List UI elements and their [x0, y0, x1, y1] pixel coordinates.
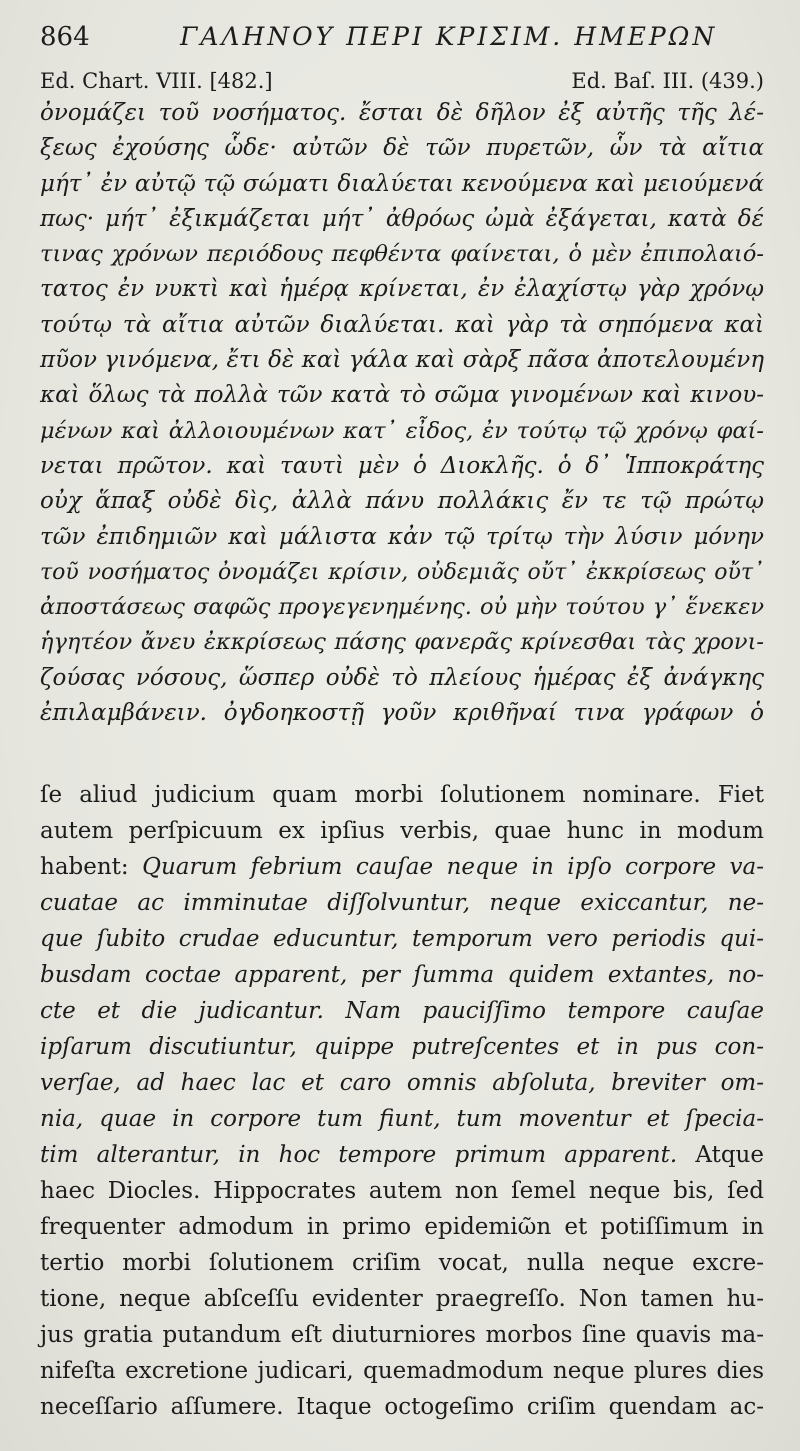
latin-roman-segment: frequenter admodum in primo epidemiῶn et potiſſimum in [40, 1214, 764, 1241]
greek-text-line: ἡγητέον ἄνευ ἐκκρίσεως πάσης φανερᾶς κρίνεσθαι τὰς χρονι- [40, 629, 764, 656]
greek-text-line: ξεως ἐχούσης ὧδε· αὐτῶν δὲ τῶν πυρετῶν, ὧν τὰ αἴτια [40, 135, 764, 162]
page-number: 864 [40, 22, 90, 52]
latin-text-line [40, 1353, 764, 1389]
latin-text-line [40, 921, 764, 957]
greek-text-line: ζούσας νόσους, ὥσπερ οὐδὲ τὸ πλείους ἡμέρας ἐξ ἀνάγκης [40, 664, 764, 691]
edition-reference-line [40, 66, 764, 96]
latin-roman-segment: Atque [695, 1142, 764, 1169]
latin-text-line [40, 1101, 764, 1137]
latin-roman-segment: tertio morbi ſolutionem criſim vocat, nulla neque excre- [40, 1250, 764, 1277]
greek-text-line: νεται πρῶτον. καὶ ταυτὶ μὲν ὁ Διοκλῆς. ὁ δ᾽ Ἱπποκράτης [40, 452, 764, 479]
latin-text-line [40, 957, 764, 993]
latin-roman-segment: nifeſta excretione judicari, quemadmodum neque plures dies [40, 1358, 764, 1385]
greek-text-line: ἀποστάσεως σαφῶς προγεγενημένης. οὐ μὴν τούτου γ᾽ ἕνεκεν [40, 594, 764, 621]
latin-text-line [40, 813, 764, 849]
running-title: ΓΑΛΗΝΟΥ ΠΕΡΙ ΚΡΙΣΙΜ. ΗΜΕΡΩΝ [180, 22, 718, 51]
greek-text-line: μήτ᾽ ἐν αὐτῷ τῷ σώματι διαλύεται κενούμενα καὶ μειούμενά [40, 170, 764, 197]
greek-text-line: τῶν ἐπιδημιῶν καὶ μάλιστα κἀν τῷ τρίτῳ τὴν λύσιν μόνην [40, 523, 764, 550]
latin-text-line [40, 1245, 764, 1281]
latin-text-line [40, 1137, 764, 1173]
page-header [40, 22, 764, 66]
latin-italic-segment: cte et die judicantur. Nam pauciſſimo tempore cauſae [40, 998, 764, 1025]
latin-italic-segment: nia, quae in corpore tum fiunt, tum moventur et ſpecia- [40, 1106, 764, 1133]
latin-text-line [40, 1029, 764, 1065]
latin-text-line [40, 1389, 764, 1425]
greek-text-line: τοῦ νοσήματος ὀνομάζει κρίσιν, οὐδεμιᾶς οὔτ᾽ ἐκκρίσεως οὔτ᾽ [40, 559, 764, 585]
latin-italic-segment: busdam coctae apparent, per ſumma quidem extantes, no- [40, 962, 764, 989]
greek-text-line: οὐχ ἅπαξ οὐδὲ δὶς, ἀλλὰ πάνυ πολλάκις ἔν τε τῷ πρώτῳ [40, 488, 764, 515]
greek-text-line: τατος ἐν νυκτὶ καὶ ἡμέρᾳ κρίνεται, ἐν ἐλαχίστῳ γὰρ χρόνῳ [40, 276, 764, 303]
latin-italic-segment: Quarum febrium cauſae neque in ipſo corpore va- [142, 854, 765, 881]
latin-roman-segment: habent: [40, 854, 143, 881]
greek-text-line: τούτῳ τὰ αἴτια αὐτῶν διαλύεται. καὶ γὰρ τὰ σηπόμενα καὶ [40, 311, 764, 338]
greek-text-line: καὶ ὅλως τὰ πολλὰ τῶν κατὰ τὸ σῶμα γινομένων καὶ κινου- [40, 382, 764, 409]
greek-text-line: πως· μήτ᾽ ἐξικμάζεται μήτ᾽ ἀθρόως ὠμὰ ἐξάγεται, κατὰ δέ [40, 205, 764, 232]
latin-text-line [40, 849, 764, 885]
latin-roman-segment: jus gratia putandum eſt diuturniores morbos ſine quavis ma- [40, 1322, 764, 1349]
latin-text-line [40, 1317, 764, 1353]
edition-chartier: Ed. Chart. VIII. [482.] [40, 69, 273, 93]
latin-roman-segment: haec Diocles. Hippocrates autem non ſemel neque bis, ſed [40, 1178, 764, 1205]
latin-text-block [40, 777, 764, 1425]
latin-text-line [40, 1065, 764, 1101]
latin-roman-segment: tione, neque abſceſſu evidenter praegreſſo. Non tamen hu- [40, 1286, 764, 1313]
greek-text-block [40, 96, 764, 731]
latin-roman-segment: autem perſpicuum ex ipſius verbis, quae hunc in modum [40, 818, 764, 845]
greek-text-line: μένων καὶ ἀλλοιουμένων κατ᾽ εἶδος, ἐν τούτῳ τῷ χρόνῳ φαί- [40, 417, 764, 444]
latin-text-line [40, 777, 764, 813]
latin-italic-segment: verſae, ad haec lac et caro omnis abſoluta, breviter om- [40, 1070, 764, 1097]
latin-text-line [40, 885, 764, 921]
latin-roman-segment: neceſſario aſſumere. Itaque octogeſimo criſim quendam ac- [40, 1394, 764, 1421]
edition-basel: Ed. Baſ. III. (439.) [571, 69, 764, 93]
greek-text-line: ὀνομάζει τοῦ νοσήματος. ἔσται δὲ δῆλον ἐξ αὐτῆς τῆς λέ- [40, 100, 764, 126]
latin-italic-segment: ipſarum discutiuntur, quippe putreſcentes et in pus con- [40, 1034, 764, 1061]
latin-text-line [40, 993, 764, 1029]
greek-text-line: πῦον γινόμενα, ἔτι δὲ καὶ γάλα καὶ σὰρξ πᾶσα ἀποτελουμένη [40, 347, 764, 374]
latin-text-line [40, 1281, 764, 1317]
latin-text-line [40, 1209, 764, 1245]
latin-italic-segment: cuatae ac imminutae diſſolvuntur, neque exiccantur, ne- [40, 890, 764, 917]
latin-text-line [40, 1173, 764, 1209]
latin-roman-segment: ſe aliud judicium quam morbi ſolutionem nominare. Fiet [40, 782, 764, 809]
greek-text-line: ἐπιλαμβάνειν. ὀγδοηκοστῇ γοῦν κριθῆναί τινα γράφων ὁ [40, 700, 764, 727]
latin-italic-segment: que ſubito crudae educuntur, temporum vero periodis qui- [40, 926, 764, 953]
greek-text-line: τινας χρόνων περιόδους πεφθέντα φαίνεται, ὁ μὲν ἐπιπολαιό- [40, 241, 764, 268]
latin-italic-segment: tim alterantur, in hoc tempore primum apparent. [40, 1142, 696, 1169]
